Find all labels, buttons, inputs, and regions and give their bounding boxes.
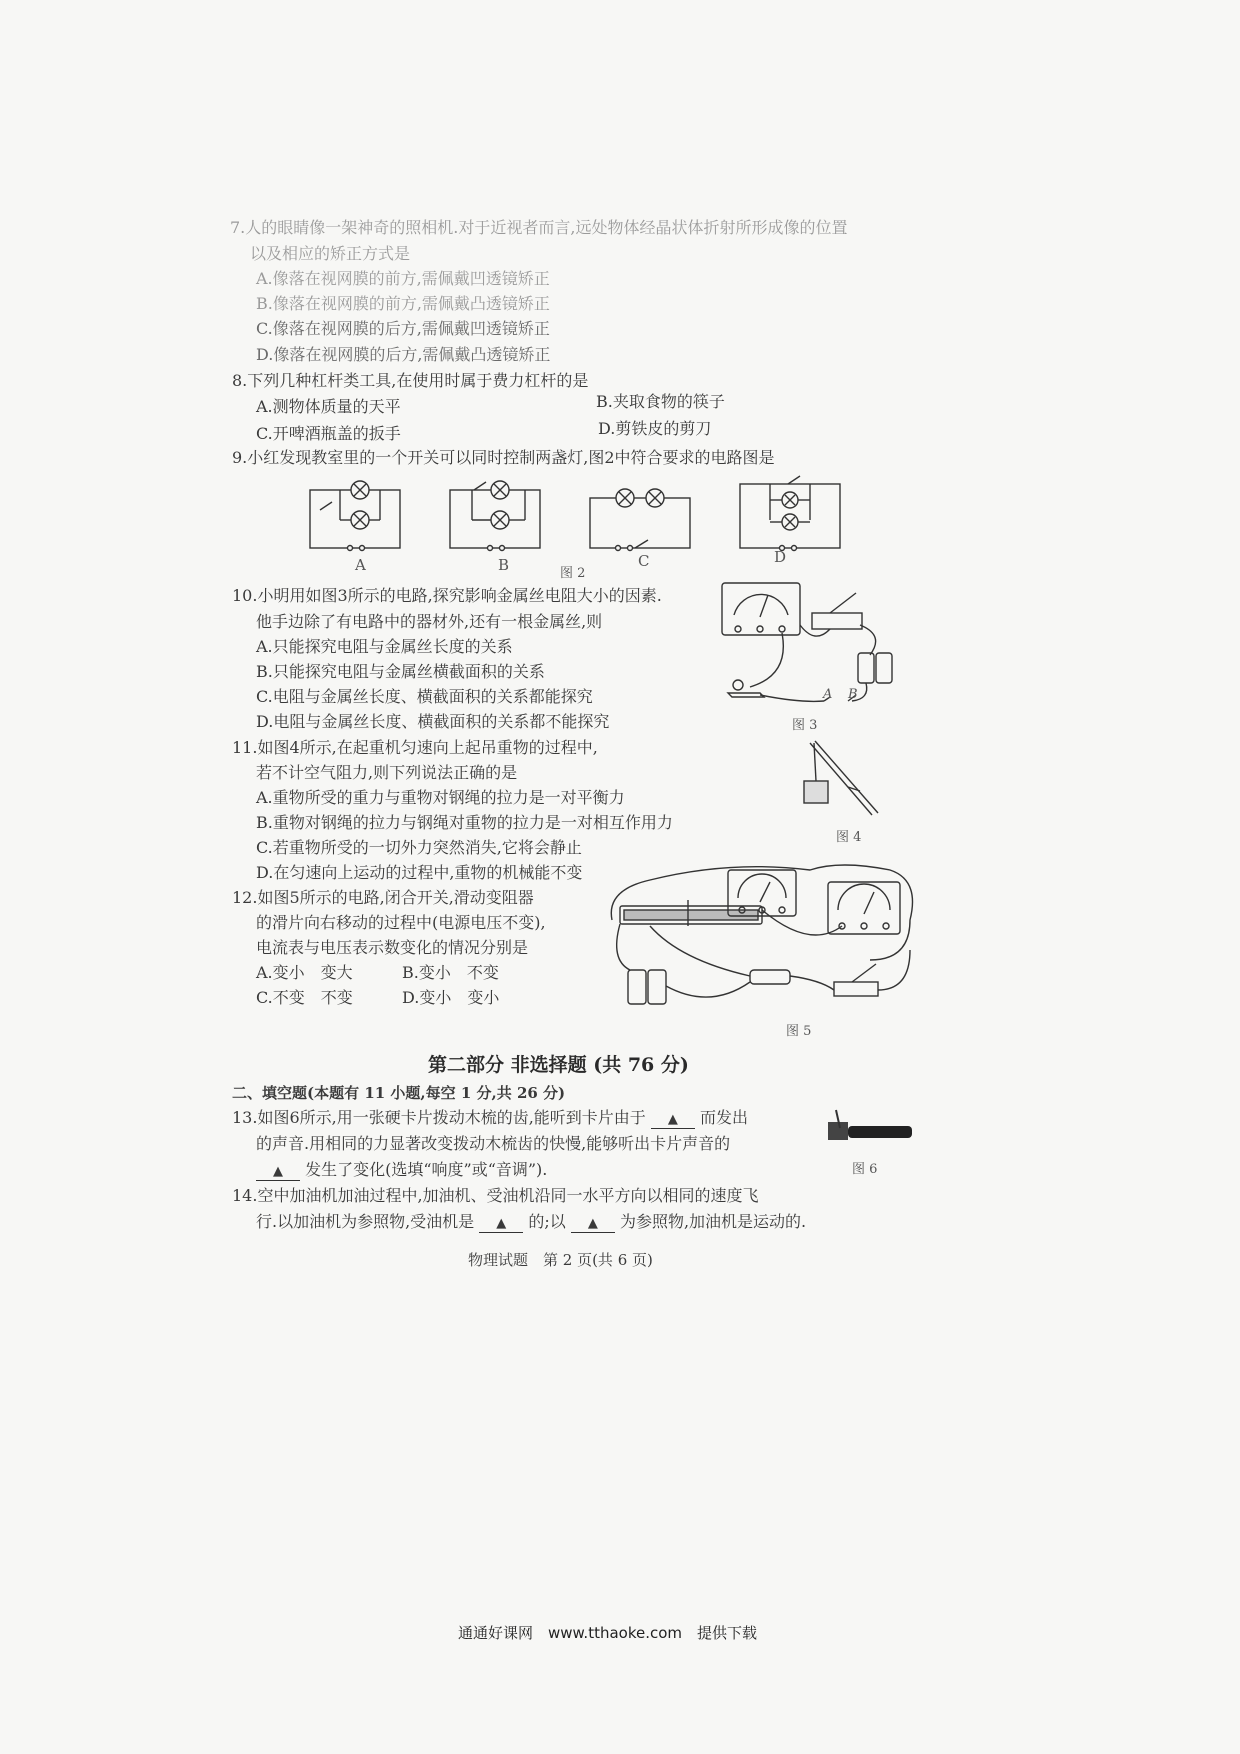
q10-option-a: A.只能探究电阻与金属丝长度的关系 <box>256 637 513 656</box>
q11-option-c: C.若重物所受的一切外力突然消失,它将会静止 <box>256 838 582 857</box>
fig4-caption: 图 4 <box>836 830 862 845</box>
q7-stem-line1: 7.人的眼睛像一架神奇的照相机.对于近视者而言,远处物体经晶状体折射所形成像的位置 <box>230 218 848 237</box>
q14-line1: 14.空中加油机加油过程中,加油机、受油机沿同一水平方向以相同的速度飞 <box>232 1186 759 1205</box>
q7-option-a: A.像落在视网膜的前方,需佩戴凹透镜矫正 <box>256 269 550 288</box>
fig6-caption: 图 6 <box>852 1162 878 1177</box>
q11-stem-line1: 11.如图4所示,在起重机匀速向上起吊重物的过程中, <box>232 738 598 757</box>
q13-blank-2[interactable]: ▲ <box>256 1164 300 1181</box>
figure-3-apparatus <box>720 575 950 710</box>
q7-option-b: B.像落在视网膜的前方,需佩戴凸透镜矫正 <box>256 294 550 313</box>
figure-6-comb <box>826 1108 926 1148</box>
q10-option-c: C.电阻与金属丝长度、横截面积的关系都能探究 <box>256 687 593 706</box>
q8-option-d: D.剪铁皮的剪刀 <box>598 419 712 438</box>
q14-text-3: 为参照物,加油机是运动的. <box>619 1212 807 1231</box>
q7-option-d: D.像落在视网膜的后方,需佩戴凸透镜矫正 <box>256 345 551 364</box>
q10-option-b: B.只能探究电阻与金属丝横截面积的关系 <box>256 662 545 681</box>
q14-blank-2[interactable]: ▲ <box>571 1216 615 1233</box>
fig2-label-a: A <box>355 556 366 574</box>
q13-line3 <box>256 1160 547 1181</box>
q10-stem-line2: 他手边除了有电路中的器材外,还有一根金属丝,则 <box>256 612 603 631</box>
q12-option-d: D.变小 变小 <box>402 988 500 1007</box>
q11-option-b: B.重物对钢绳的拉力与钢绳对重物的拉力是一对相互作用力 <box>256 813 673 832</box>
q13-line2: 的声音.用相同的力显著改变拨动木梳齿的快慢,能够听出卡片声音的 <box>256 1134 731 1153</box>
q7-stem-line2: 以及相应的矫正方式是 <box>250 244 411 263</box>
q13-line1 <box>232 1108 748 1129</box>
q11-option-d: D.在匀速向上运动的过程中,重物的机械能不变 <box>256 863 583 882</box>
q12-option-c: C.不变 不变 <box>256 988 353 1007</box>
q7-option-c: C.像落在视网膜的后方,需佩戴凹透镜矫正 <box>256 319 550 338</box>
q13-blank-1[interactable]: ▲ <box>651 1112 695 1129</box>
q12-stem-line3: 电流表与电压表示数变化的情况分别是 <box>256 938 529 957</box>
figure-4-crane <box>790 735 900 825</box>
q14-text-1: 行.以加油机为参照物,受油机是 <box>256 1212 475 1231</box>
q8-option-c: C.开啤酒瓶盖的扳手 <box>256 424 401 443</box>
q12-stem-line1: 12.如图5所示的电路,闭合开关,滑动变阻器 <box>232 888 534 907</box>
q12-option-b: B.变小 不变 <box>402 963 499 982</box>
q14-blank-1[interactable]: ▲ <box>479 1216 523 1233</box>
q12-stem-line2: 的滑片向右移动的过程中(电源电压不变), <box>256 913 546 932</box>
q10-stem-line1: 10.小明用如图3所示的电路,探究影响金属丝电阻大小的因素. <box>232 586 662 605</box>
q14-line2 <box>256 1212 806 1233</box>
fig2-caption: 图 2 <box>560 566 586 581</box>
fig3-point-a: A <box>823 687 833 702</box>
q11-stem-line2: 若不计空气阻力,则下列说法正确的是 <box>256 763 518 782</box>
fig2-label-b: B <box>498 556 510 574</box>
q8-option-b: B.夹取食物的筷子 <box>596 392 725 411</box>
page-footer: 物理试题 第 2 页(共 6 页) <box>468 1251 653 1269</box>
q14-text-2: 的;以 <box>528 1212 566 1231</box>
fig2-label-c: C <box>638 552 650 570</box>
fig2-label-d: D <box>774 548 787 566</box>
q9-stem: 9.小红发现教室里的一个开关可以同时控制两盏灯,图2中符合要求的电路图是 <box>232 448 775 467</box>
fig5-caption: 图 5 <box>786 1024 812 1039</box>
site-footer: 通通好课网 www.tthaoke.com 提供下载 <box>458 1624 758 1642</box>
part2-title: 第二部分 非选择题 (共 76 分) <box>428 1054 689 1076</box>
q12-option-a: A.变小 变大 <box>256 963 353 982</box>
fig3-caption: 图 3 <box>792 718 818 733</box>
q10-option-d: D.电阻与金属丝长度、横截面积的关系都不能探究 <box>256 712 610 731</box>
fig3-point-b: B <box>848 687 858 702</box>
q13-text-3: 发生了变化(选填“响度”或“音调”). <box>305 1160 548 1179</box>
q11-option-a: A.重物所受的重力与重物对钢绳的拉力是一对平衡力 <box>256 788 625 807</box>
part2-subtitle: 二、填空题(本题有 11 小题,每空 1 分,共 26 分) <box>232 1084 566 1102</box>
q13-text-2: 而发出 <box>700 1108 749 1127</box>
figure-5-circuit <box>610 860 920 1020</box>
q8-option-a: A.测物体质量的天平 <box>256 397 401 416</box>
q8-stem: 8.下列几种杠杆类工具,在使用时属于费力杠杆的是 <box>232 371 589 390</box>
q13-text-1: 13.如图6所示,用一张硬卡片拨动木梳的齿,能听到卡片由于 <box>232 1108 646 1127</box>
